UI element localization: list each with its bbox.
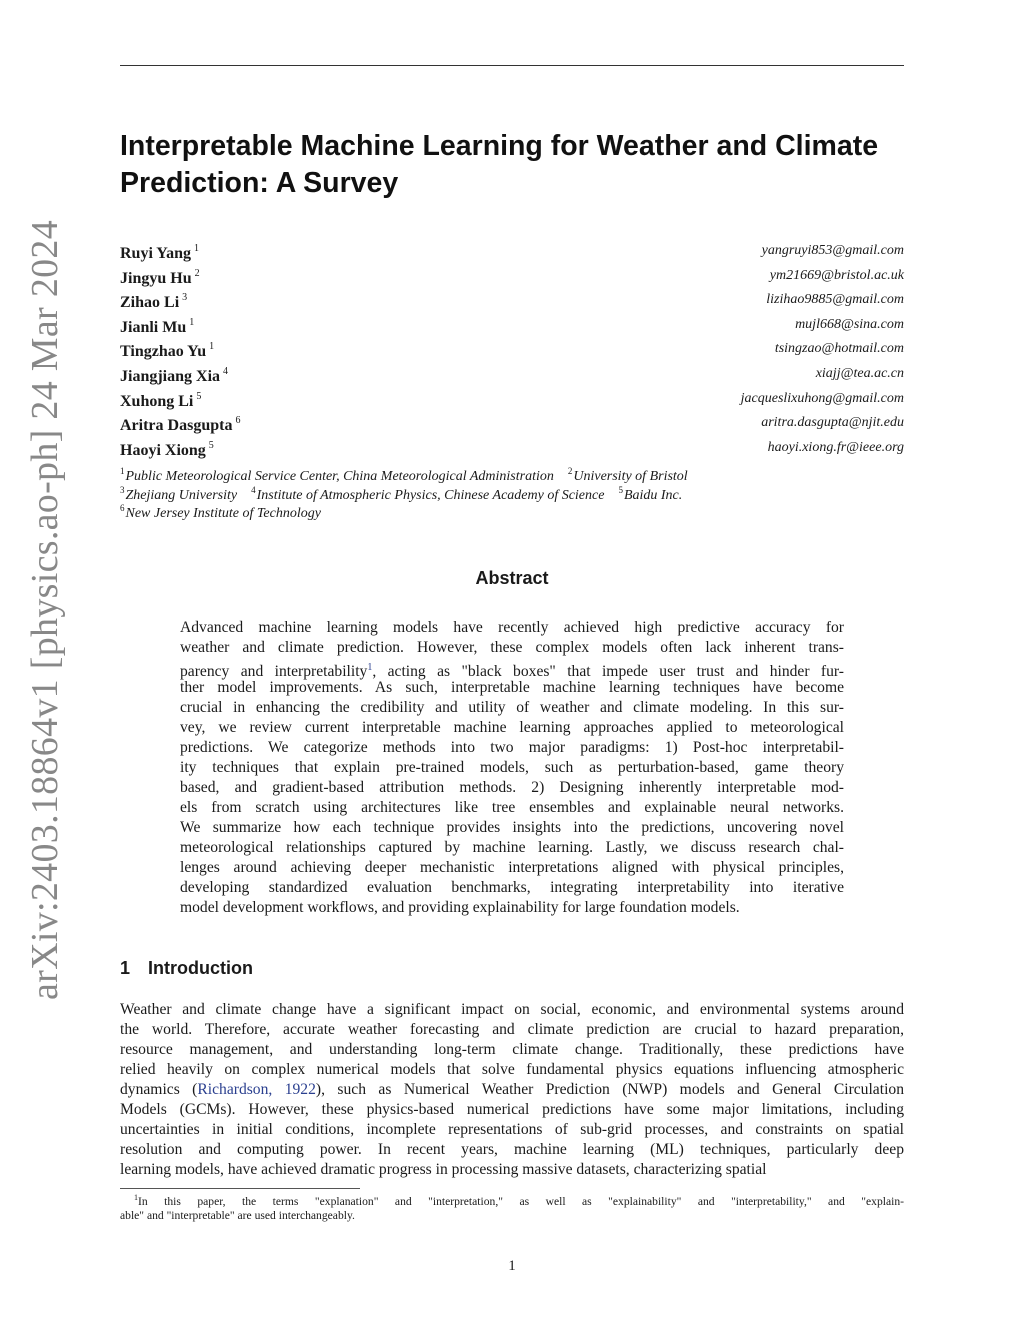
text-line: weather and climate prediction. However, these complex models often lack inherent trans- (180, 639, 844, 656)
author-row (120, 243, 904, 265)
author-email[interactable]: haoyi.xiong.fr@ieee.org (767, 439, 904, 455)
author-name: Tingzhao Yu (120, 343, 207, 361)
text-line: based, and gradient-based attribution methods. 2) Designing inherently interpretable mod- (180, 779, 844, 796)
text-line: els from scratch using architectures like tree ensembles and explainable neural networks. (180, 799, 844, 816)
text-line: uncertainties in initial conditions, incomplete representations of sub-grid processes, and constraints on spatial (120, 1121, 904, 1138)
title-line: Interpretable Machine Learning for Weather and Climate (120, 130, 879, 162)
text-line: predictions. We categorize methods into two major paradigms: 1) Post-hoc interpretabil- (180, 739, 844, 756)
author-email[interactable]: aritra.dasgupta@njit.edu (761, 415, 904, 431)
author-name: Jianli Mu (120, 318, 187, 336)
text-line (180, 658, 844, 678)
affiliation-mark: 1 (193, 243, 199, 254)
affiliation-line (120, 485, 682, 504)
affiliation-mark: 1 (209, 341, 215, 353)
text-line: vey, we review current interpretable machine learning approaches applied to meteorological (180, 719, 844, 736)
author-email[interactable]: lizihao9885@gmail.com (766, 292, 904, 308)
author-name: Haoyi Xiong (120, 441, 206, 459)
arxiv-identifier[interactable]: arXiv:2403.18864v1 [physics.ao-ph] 24 Mar 2024 (24, 219, 66, 1000)
author-name: Jiangjiang Xia (120, 368, 221, 385)
affiliation-mark: 4 (251, 484, 256, 495)
author-name: Aritra Dasgupta (120, 417, 233, 435)
text-span: , acting as "black boxes" that impede user trust and hinder fur- (372, 663, 844, 680)
affiliation-line (120, 503, 321, 522)
author-email[interactable]: xiajj@tea.ac.cn (815, 366, 904, 381)
author-email[interactable]: tsingzao@hotmail.com (774, 341, 904, 357)
text-line: resolution and computing power. In recent years, machine learning (ML) techniques, particularly deep (120, 1141, 904, 1158)
text-line: ther model improvements. As such, interpretable machine learning techniques have become (180, 679, 844, 696)
author-name: Xuhong Li (120, 392, 194, 410)
text-span: parency and interpretability (180, 663, 368, 680)
affiliation-mark: 3 (182, 292, 188, 304)
text-line: Advanced machine learning models have recently achieved high predictive accuracy for (180, 619, 844, 636)
text-line: model development workflows, and providing explainability for large foundation models. (180, 899, 740, 916)
text-line: learning models, have achieved dramatic progress in processing massive datasets, characterizing spatial (120, 1161, 767, 1178)
affiliation-mark: 6 (235, 415, 241, 427)
section-number: 1 (120, 958, 131, 978)
footnote-text: In this paper, the terms "explanation" and "interpretation," as well as "explainability" and "interpretability," and "explain- (138, 1195, 904, 1208)
affiliation-mark: 6 (120, 503, 125, 513)
paper-title (120, 128, 878, 202)
section-heading (120, 958, 253, 979)
author-email[interactable]: mujl668@sina.com (795, 316, 904, 332)
affiliation-mark: 2 (194, 267, 200, 279)
text-line: resource management, and understanding long-term climate change. Traditionally, these predictions have (120, 1041, 904, 1058)
author-name: Ruyi Yang (120, 245, 191, 262)
author-email[interactable]: yangruyi853@gmail.com (761, 243, 904, 258)
affiliation-mark: 5 (196, 390, 202, 402)
footnote-line: able" and "interpretable" are used interchangeably. (120, 1209, 355, 1222)
affiliation-name: Public Meteorological Service Center, China Meteorological Administration (125, 469, 554, 484)
affiliation-name: Baidu Inc. (623, 487, 683, 503)
citation-link[interactable]: Richardson, 1922 (197, 1081, 316, 1098)
author-email[interactable]: jacqueslixuhong@gmail.com (740, 390, 904, 406)
text-line: relied heavily on complex numerical models that solve fundamental physics equations influencing atmospheric (120, 1061, 904, 1078)
affiliation-mark: 3 (120, 484, 125, 495)
text-line: Weather and climate change have a significant impact on social, economic, and environmental systems around (120, 1001, 904, 1018)
author-row (120, 415, 904, 437)
affiliation-mark: 5 (618, 484, 623, 495)
affiliation-name: Zhejiang University (125, 487, 238, 503)
author-row (120, 292, 904, 314)
author-row (120, 268, 904, 290)
author-row (120, 366, 904, 388)
author-row (120, 440, 904, 462)
text-line: the world. Therefore, accurate weather forecasting and climate prediction are crucial to hazard preparation, (120, 1021, 904, 1038)
affiliation-name: New Jersey Institute of Technology (125, 506, 321, 521)
affiliation-mark: 5 (208, 439, 214, 451)
author-name: Zihao Li (120, 294, 180, 312)
author-row (120, 391, 904, 413)
text-line: ity techniques that explain pre-trained models, such as perturbation-based, game theory (180, 759, 844, 776)
text-line: meteorological relationships captured by machine learning. Lastly, we discuss research chal- (180, 839, 844, 856)
text-line: We summarize how each technique provides insights into the predictions, uncovering novel (180, 819, 844, 836)
author-email[interactable]: ym21669@bristol.ac.uk (769, 267, 904, 283)
footnote-ref-link[interactable]: 1 (367, 662, 373, 673)
author-row (120, 341, 904, 363)
text-line: developing standardized evaluation benchmarks, integrating interpretability into iterative (180, 879, 844, 896)
text-line: lenges around achieving deeper mechanistic interpretations aligned with physical principles, (180, 859, 844, 876)
text-line: Models (GCMs). However, these physics-based numerical predictions have some major limitations, including (120, 1101, 904, 1118)
page-number: 1 (508, 1258, 516, 1274)
affiliation-mark: 4 (223, 366, 229, 377)
affiliation-name: University of Bristol (573, 469, 688, 484)
text-line (120, 1080, 904, 1100)
affiliation-mark: 1 (189, 316, 195, 328)
footnote-mark: 1 (134, 1193, 138, 1202)
author-name: Jingyu Hu (120, 269, 192, 287)
text-line: crucial in enhancing the credibility and utility of weather and climate modeling. In this sur- (180, 699, 844, 716)
text-span: dynamics ( (120, 1081, 198, 1098)
author-row (120, 317, 904, 339)
section-title: Introduction (148, 958, 253, 978)
top-rule (120, 65, 904, 66)
affiliation-line (120, 466, 688, 485)
abstract-heading: Abstract (475, 568, 549, 588)
affiliation-mark: 1 (120, 466, 125, 476)
affiliation-mark: 2 (567, 466, 573, 476)
affiliation-name: Institute of Atmospheric Physics, Chinese Academy of Science (256, 487, 605, 503)
title-line: Prediction: A Survey (120, 167, 399, 199)
text-span: ), such as Numerical Weather Prediction (NWP) models and General Circulation (315, 1081, 904, 1098)
